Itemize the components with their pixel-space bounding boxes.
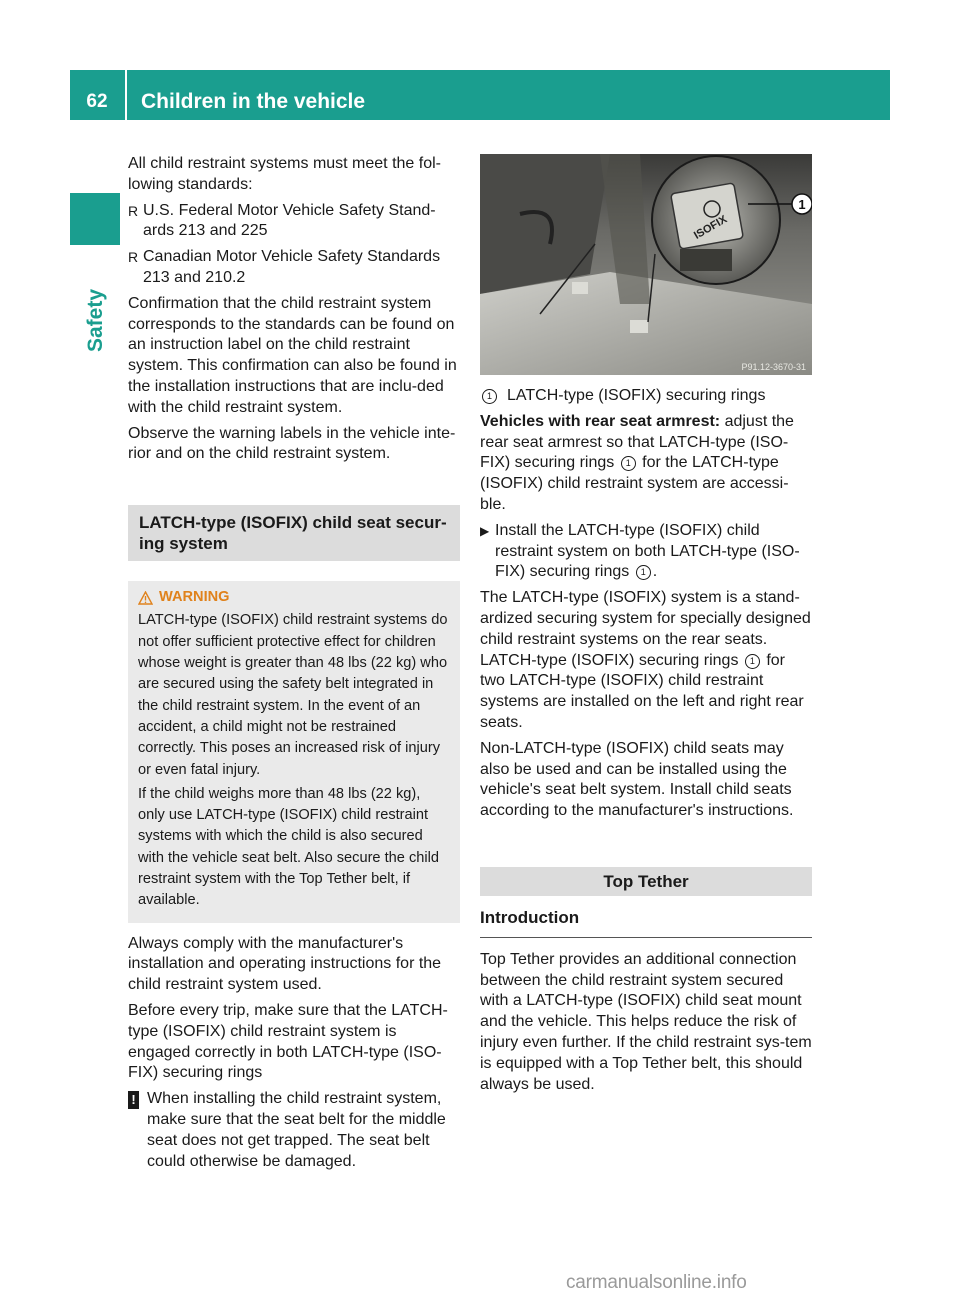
right-column bbox=[480, 154, 812, 1100]
confirmation-text: Confirmation that the child restraint system corresponds to the standards can be found on an instruction label on the child restraint system. This confirmation can also be found in the installation instructions that are inclu-ded with the child restraint system. bbox=[128, 294, 457, 416]
callout-marker: 1 bbox=[621, 456, 636, 471]
caption-text: LATCH-type (ISOFIX) securing rings bbox=[507, 387, 766, 404]
image-code: P91.12-3670-31 bbox=[741, 362, 806, 372]
before-trip-text: Before every trip, make sure that the LATCH-type (ISOFIX) child restraint system is engaged correctly in both LATCH-type (ISO-FIX) securing rings bbox=[128, 1002, 448, 1082]
system-text-a: The LATCH-type (ISOFIX) system is a stand-ardized securing system for specially designed child restraint systems on the rear seats. LATCH-type (ISOFIX) securing rings bbox=[480, 589, 811, 669]
install-text-a: Install the LATCH-type (ISOFIX) child restraint system on both LATCH-type (ISO-FIX) securing rings bbox=[495, 521, 800, 581]
left-column bbox=[128, 154, 460, 1177]
system-text-b: for two LATCH-type (ISOFIX) child restraint systems are installed on the left and right rear seats. bbox=[480, 651, 804, 731]
image-caption bbox=[480, 386, 812, 407]
section-heading: LATCH-type (ISOFIX) child seat secur-ing system bbox=[128, 505, 460, 561]
standard-text: U.S. Federal Motor Vehicle Safety Stand-ards 213 and 225 bbox=[143, 201, 436, 240]
install-text-b: . bbox=[652, 563, 658, 581]
warning-triangle-icon bbox=[138, 591, 153, 605]
note bbox=[128, 1089, 460, 1172]
instruction-text bbox=[495, 521, 812, 583]
note-text: When installing the child restraint system, make sure that the seat belt for the middle seat does not get trapped. The seat belt could otherwise be damaged. bbox=[147, 1090, 446, 1170]
warning-label: WARNING bbox=[159, 589, 230, 606]
watermark: carmanualsonline.info bbox=[566, 1272, 747, 1293]
warning-box bbox=[128, 581, 460, 922]
list-item bbox=[128, 201, 460, 243]
warning-title bbox=[138, 587, 450, 608]
armrest-text-a: adjust the rear seat armrest so that LATCH-type (ISO-FIX) securing rings bbox=[480, 412, 794, 472]
callout-number: 1 bbox=[798, 197, 806, 212]
section-heading: Top Tether bbox=[480, 867, 812, 896]
arrow-icon: ▶ bbox=[480, 523, 490, 538]
section-tab bbox=[70, 193, 120, 245]
callout-marker: 1 bbox=[745, 654, 760, 669]
seat-illustration bbox=[480, 154, 812, 375]
isofix-label: ISOFIX bbox=[691, 213, 730, 242]
armrest-text-b: for the LATCH-type (ISOFIX) child restraint system are accessi-ble. bbox=[480, 454, 789, 513]
section-label: Safety bbox=[84, 288, 107, 352]
chapter-title: Children in the vehicle bbox=[141, 90, 366, 113]
bullet-marker: R bbox=[128, 202, 139, 219]
top-tether-text: Top Tether provides an additional connection between the child restraint system secured with a LATCH-type (ISOFIX) child seat mount and the vehicle. This helps reduce the risk of injury even further. If the child restraint sys-tem is equipped with a Top Tether belt, this should always be used. bbox=[480, 950, 812, 1093]
bullet-marker: R bbox=[128, 249, 139, 266]
observe-text: Observe the warning labels in the vehicle inte-rior and on the child restraint system. bbox=[128, 424, 456, 463]
instruction-item bbox=[480, 521, 812, 583]
armrest-text bbox=[480, 412, 812, 516]
callout-marker: 1 bbox=[636, 565, 651, 580]
standard-text: Canadian Motor Vehicle Safety Standards 213 and 210.2 bbox=[143, 248, 441, 286]
intro-text: All child restraint systems must meet the fol-lowing standards: bbox=[128, 155, 441, 193]
exclamation-icon: ! bbox=[128, 1091, 139, 1109]
non-latch-text: Non-LATCH-type (ISOFIX) child seats may also be used and can be installed using the vehicle's seat belt system. Install child seats according to the manufacturer's instructions. bbox=[480, 739, 794, 820]
header-divider bbox=[125, 70, 127, 120]
warning-text: LATCH-type (ISOFIX) child restraint systems do not offer sufficient protective effect for children whose weight is greater than 48 lbs (22 kg) who are secured using the safety belt integrated in the child restraint system. In the event of an accident, a child might not be restrained correctly. This poses an increased risk of injury or even fatal injury. bbox=[138, 612, 448, 778]
page-number: 62 bbox=[86, 91, 108, 112]
warning-text: If the child weighs more than 48 lbs (22 kg), only use LATCH-type (ISOFIX) child restraint systems with which the child is also secured with the vehicle seat belt. Also secure the child restraint system with the Top Tether belt, if available. bbox=[138, 785, 439, 909]
subheading: Introduction bbox=[480, 908, 812, 938]
armrest-label: Vehicles with rear seat armrest: bbox=[480, 412, 721, 430]
isofix-photo bbox=[480, 154, 812, 375]
list-item bbox=[128, 247, 460, 289]
callout-marker: 1 bbox=[482, 389, 497, 404]
comply-text: Always comply with the manufacturer's installation and operating instructions for the child restraint system used. bbox=[128, 934, 442, 994]
system-text bbox=[480, 588, 812, 734]
